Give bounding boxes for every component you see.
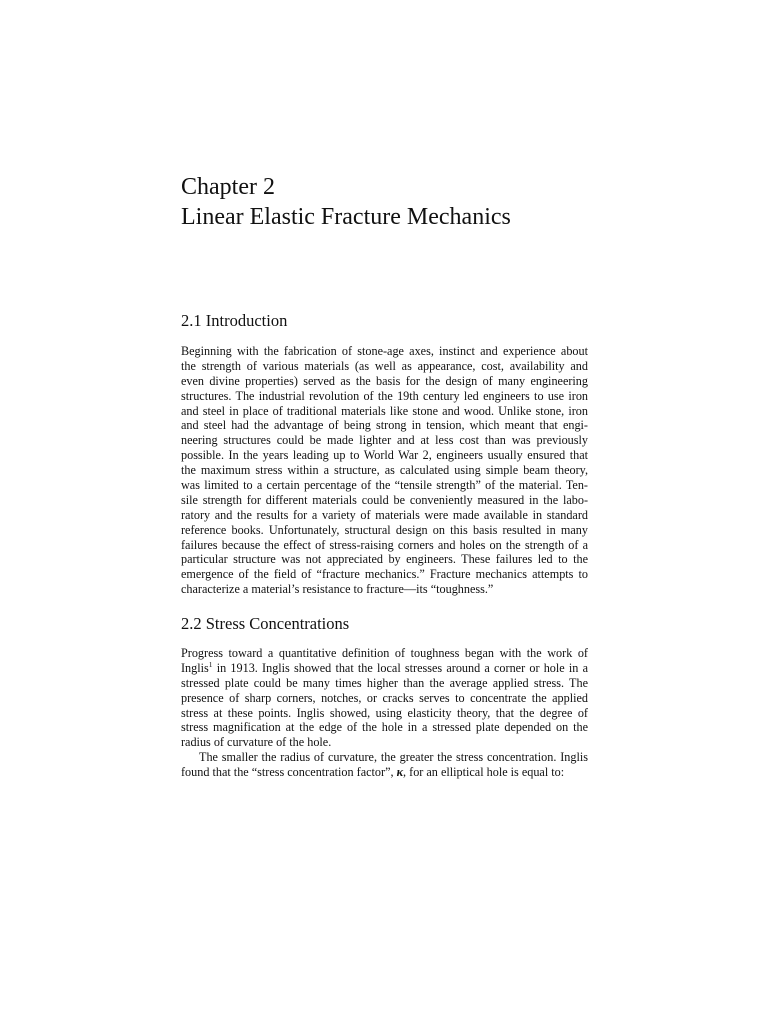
text-line: presence of sharp corners, notches, or cracks serves to concentrate the applied (181, 690, 588, 705)
chapter-number: Chapter 2 (181, 174, 275, 200)
footnote-reference: 1 (208, 659, 213, 669)
text-line: stress at these points. Inglis showed, using elasticity theory, that the degree of (181, 705, 588, 720)
text-fragment: found that the “stress concentration factor”, (181, 765, 397, 780)
text-line: emergence of the field of “fracture mechanics.” Fracture mechanics attempts to (181, 567, 588, 582)
text-line: ratory and the results for a variety of materials were made available in standard (181, 507, 588, 522)
text-fragment: , for an elliptical hole is equal to: (403, 765, 565, 780)
text-line: particular structure was not appreciated by engineers. These failures led to the (181, 552, 588, 567)
text-line: failures because the effect of stress-raising corners and holes on the strength of a (181, 537, 588, 552)
text-line: possible. In the years leading up to World War 2, engineers usually ensured that (181, 448, 588, 463)
text-line: the maximum stress within a structure, as calculated using simple beam theory, (181, 463, 588, 478)
inglis-name: Inglis (181, 660, 209, 675)
introduction-paragraph (181, 344, 588, 597)
text-line: neering structures could be made lighter and at less cost than was previously (181, 433, 588, 448)
text-line: and steel had the advantage of being strong in tension, which meant that engi- (181, 418, 588, 433)
text-line: and steel in place of traditional materials like stone and wood. Unlike stone, iron (181, 403, 588, 418)
text-line: radius of curvature of the hole. (181, 735, 332, 750)
text-line (181, 765, 588, 780)
text-fragment: in 1913. Inglis showed that the local stresses around a corner or hole in a (212, 660, 588, 675)
section-heading-introduction: 2.1 Introduction (181, 311, 288, 330)
text-line: Beginning with the fabrication of stone-age axes, instinct and experience about (181, 344, 588, 358)
text-line: was limited to a certain percentage of the “tensile strength” of the material. Ten- (181, 478, 588, 493)
text-line: even divine properties) served as the basis for the design of many engineering (181, 373, 588, 388)
text-line: stress magnification at the edge of the hole in a stressed plate depended on the (181, 720, 588, 735)
text-line: stressed plate could be many times higher than the average applied stress. The (181, 675, 588, 690)
stress-concentrations-paragraph (181, 646, 588, 780)
kappa-symbol: κ (396, 765, 404, 780)
text-line: sile strength for different materials could be conveniently measured in the labo- (181, 492, 588, 507)
text-line: reference books. Unfortunately, structural design on this basis resulted in many (181, 522, 588, 537)
text-line (181, 661, 588, 676)
text-line: the strength of various materials (as well as appearance, cost, availability and (181, 358, 588, 373)
text-line: structures. The industrial revolution of the 19th century led engineers to use iron (181, 388, 588, 403)
text-line: The smaller the radius of curvature, the greater the stress concentration. Inglis (199, 750, 588, 765)
text-line: characterize a material’s resistance to fracture—its “toughness.” (181, 582, 494, 597)
section-heading-stress-concentrations: 2.2 Stress Concentrations (181, 614, 350, 633)
text-line: Progress toward a quantitative definition of toughness began with the work of (181, 646, 588, 660)
chapter-heading (181, 172, 601, 232)
chapter-title: Linear Elastic Fracture Mechanics (181, 204, 511, 230)
